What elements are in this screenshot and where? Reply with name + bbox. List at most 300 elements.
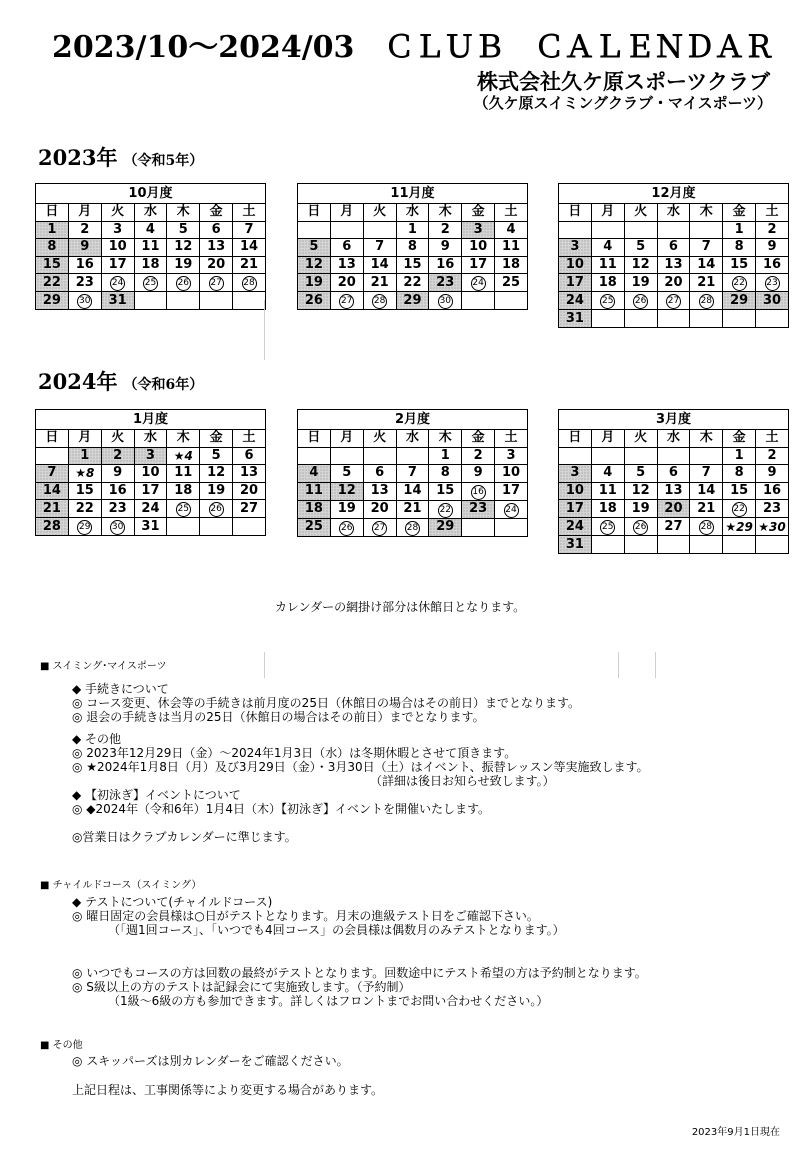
- weekday-header: 金: [200, 204, 233, 222]
- day-cell: 20: [363, 500, 396, 518]
- closed-day-cell: 4: [298, 465, 331, 483]
- closed-day-cell: 26: [298, 292, 331, 310]
- circled-date: 24: [504, 503, 519, 518]
- circled-date: 22: [732, 502, 747, 517]
- calendar-week-row: [298, 221, 528, 239]
- test-day-cell: [101, 518, 134, 536]
- empty-day-cell: [591, 447, 624, 465]
- swim-line: ◎ コース変更、休会等の手続きは前月度の25日（休館日の場合はその前日）までとなります。: [72, 696, 580, 710]
- weekday-header: 月: [591, 430, 624, 448]
- day-cell: 24: [134, 500, 167, 518]
- closed-day-cell: 19: [298, 274, 331, 292]
- weekday-header: 金: [200, 430, 233, 448]
- event-day-cell: ★30: [756, 518, 789, 536]
- day-cell: 11: [591, 482, 624, 500]
- calendar-week-row: [559, 239, 789, 257]
- weekday-header: 日: [559, 430, 592, 448]
- circled-date: 22: [438, 503, 453, 518]
- day-cell: 10: [134, 465, 167, 483]
- circled-date: 16: [471, 485, 486, 500]
- day-cell: 5: [624, 239, 657, 257]
- test-day-cell: [462, 482, 495, 500]
- day-cell: 17: [495, 482, 528, 500]
- closed-day-cell: 7: [36, 465, 69, 483]
- weekday-header: 火: [363, 204, 396, 222]
- calendar-week-row: [36, 518, 266, 536]
- empty-day-cell: [495, 518, 528, 536]
- day-cell: 2: [429, 221, 462, 239]
- weekday-header: 水: [396, 204, 429, 222]
- day-cell: 6: [200, 221, 233, 239]
- weekday-header: 水: [657, 204, 690, 222]
- day-cell: 6: [657, 465, 690, 483]
- day-cell: 11: [495, 239, 528, 257]
- calendar-week-row: [298, 239, 528, 257]
- day-cell: 10: [101, 239, 134, 257]
- day-cell: 14: [690, 256, 723, 274]
- closed-day-cell: 29: [723, 292, 756, 310]
- year-label: 2023年: [38, 145, 118, 170]
- day-cell: 18: [167, 482, 200, 500]
- day-cell: 16: [429, 256, 462, 274]
- legend-note: カレンダーの網掛け部分は休館日となります。: [274, 600, 526, 614]
- closed-day-cell: 14: [36, 482, 69, 500]
- circled-date: 25: [600, 294, 615, 309]
- test-day-cell: [429, 292, 462, 310]
- test-day-cell: [396, 518, 429, 536]
- day-cell: 16: [756, 256, 789, 274]
- weekday-header: 月: [68, 430, 101, 448]
- day-cell: 10: [462, 239, 495, 257]
- child-line: ◎ 曜日固定の会員様は○日がテストとなります。月末の進級テスト日をご確認下さい。: [72, 909, 539, 923]
- weekday-header: 木: [429, 204, 462, 222]
- event-day-cell: ★8: [68, 465, 101, 483]
- calendar-week-row: [559, 518, 789, 536]
- calendar-week-row: [298, 518, 528, 536]
- closed-day-cell: 1: [68, 447, 101, 465]
- closed-day-cell: 3: [559, 239, 592, 257]
- day-cell: 20: [200, 256, 233, 274]
- empty-day-cell: [200, 518, 233, 536]
- empty-day-cell: [690, 536, 723, 554]
- day-cell: 19: [330, 500, 363, 518]
- swim-line: ◆ その他: [72, 732, 122, 746]
- circled-date: 23: [765, 276, 780, 291]
- circled-date: 27: [666, 294, 681, 309]
- section-heading-swim: ■ スイミング･マイスポーツ: [40, 661, 167, 672]
- day-cell: 1: [396, 221, 429, 239]
- year-heading-2024: [38, 366, 203, 396]
- calendar-week-row: [559, 310, 789, 328]
- calendar-week-row: [36, 221, 266, 239]
- calendar-week-row: [559, 536, 789, 554]
- calendar-week-row: [298, 256, 528, 274]
- day-cell: 15: [723, 256, 756, 274]
- weekday-header: 水: [134, 204, 167, 222]
- day-cell: 15: [396, 256, 429, 274]
- weekday-header: 木: [690, 204, 723, 222]
- weekday-header: 日: [298, 430, 331, 448]
- year-heading-2023: [38, 142, 203, 172]
- day-cell: 20: [330, 274, 363, 292]
- closed-day-cell: 8: [36, 239, 69, 257]
- day-cell: 19: [624, 274, 657, 292]
- test-day-cell: [68, 518, 101, 536]
- child-line: ◎ S級以上の方のテストは記録会にて実施致します。（予約制）: [72, 980, 411, 994]
- day-cell: 17: [101, 256, 134, 274]
- circled-date: 28: [242, 276, 257, 291]
- weekday-header: 火: [624, 204, 657, 222]
- calendar-week-row: [559, 292, 789, 310]
- divider: [655, 652, 656, 678]
- weekday-header: 土: [756, 204, 789, 222]
- circled-date: 28: [405, 521, 420, 536]
- child-line: （「週1回コース」、「いつでも4回コース」の会員様は偶数月のみテストとなります。）: [108, 923, 565, 937]
- calendar-week-row: [298, 500, 528, 518]
- empty-day-cell: [756, 536, 789, 554]
- calendar-week-row: [559, 447, 789, 465]
- day-cell: 1: [429, 447, 462, 465]
- day-cell: 13: [657, 256, 690, 274]
- day-cell: 21: [363, 274, 396, 292]
- day-cell: 21: [690, 500, 723, 518]
- day-cell: 2: [68, 221, 101, 239]
- calendar-november: [297, 183, 528, 310]
- empty-day-cell: [690, 310, 723, 328]
- weekday-header: 日: [36, 430, 69, 448]
- day-cell: 7: [233, 221, 266, 239]
- calendar-week-row: [36, 482, 266, 500]
- circled-date: 30: [438, 294, 453, 309]
- empty-day-cell: [396, 447, 429, 465]
- weekday-header: 月: [591, 204, 624, 222]
- day-cell: 17: [134, 482, 167, 500]
- day-cell: 7: [396, 465, 429, 483]
- weekday-header: 水: [657, 430, 690, 448]
- calendar-week-row: [559, 465, 789, 483]
- event-day-cell: ★4: [167, 447, 200, 465]
- empty-day-cell: [167, 292, 200, 310]
- day-cell: 14: [363, 256, 396, 274]
- closed-day-cell: 17: [559, 500, 592, 518]
- day-cell: 1: [723, 221, 756, 239]
- empty-day-cell: [167, 518, 200, 536]
- day-cell: 4: [134, 221, 167, 239]
- test-day-cell: [200, 274, 233, 292]
- closed-day-cell: 3: [134, 447, 167, 465]
- empty-day-cell: [298, 447, 331, 465]
- closed-day-cell: 23: [462, 500, 495, 518]
- day-cell: 23: [101, 500, 134, 518]
- month-title: 3月度: [559, 410, 789, 430]
- calendar-week-row: [36, 292, 266, 310]
- day-cell: 21: [690, 274, 723, 292]
- empty-day-cell: [134, 292, 167, 310]
- closed-day-cell: 1: [36, 221, 69, 239]
- calendar-week-row: [559, 274, 789, 292]
- weekday-header: 水: [134, 430, 167, 448]
- day-cell: 4: [495, 221, 528, 239]
- test-day-cell: [233, 274, 266, 292]
- empty-day-cell: [462, 292, 495, 310]
- weekday-header: 土: [233, 430, 266, 448]
- calendar-week-row: [36, 465, 266, 483]
- test-day-cell: [462, 274, 495, 292]
- day-cell: 13: [233, 465, 266, 483]
- era-label: （令和6年）: [123, 377, 204, 393]
- day-cell: 7: [690, 239, 723, 257]
- weekday-header: 月: [330, 430, 363, 448]
- day-cell: 7: [690, 465, 723, 483]
- child-line: （1級～6級の方も参加できます。詳しくはフロントまでお問い合わせください。）: [108, 994, 549, 1008]
- calendar-week-row: [36, 274, 266, 292]
- circled-date: 22: [732, 276, 747, 291]
- circled-date: 26: [633, 294, 648, 309]
- day-cell: 14: [233, 239, 266, 257]
- weekday-header: 火: [101, 204, 134, 222]
- closed-day-cell: 24: [559, 518, 592, 536]
- weekday-header: 日: [559, 204, 592, 222]
- day-cell: 6: [233, 447, 266, 465]
- circled-date: 27: [372, 521, 387, 536]
- test-day-cell: [134, 274, 167, 292]
- empty-day-cell: [462, 518, 495, 536]
- test-day-cell: [624, 518, 657, 536]
- empty-day-cell: [657, 536, 690, 554]
- closed-day-cell: 20: [657, 500, 690, 518]
- closed-day-cell: 11: [298, 482, 331, 500]
- test-day-cell: [167, 274, 200, 292]
- day-cell: 4: [591, 465, 624, 483]
- closed-day-cell: 22: [36, 274, 69, 292]
- other-line: ◎ スキッパーズは別カレンダーをご確認ください。: [72, 1054, 349, 1068]
- day-cell: 10: [495, 465, 528, 483]
- main-title: 2023/10～2024/03 ＣＬＵＢ ＣＡＬＥＮＤＡＲ: [52, 30, 775, 65]
- calendar-october: [35, 183, 266, 310]
- empty-day-cell: [723, 310, 756, 328]
- test-day-cell: [756, 274, 789, 292]
- divider: [264, 652, 265, 678]
- closed-day-cell: 31: [559, 310, 592, 328]
- day-cell: 12: [624, 256, 657, 274]
- test-day-cell: [68, 292, 101, 310]
- test-day-cell: [363, 518, 396, 536]
- day-cell: 27: [657, 518, 690, 536]
- swim-line: ◎ ◆2024年（令和6年）1月4日（木）【初泳ぎ】イベントを開催いたします。: [72, 802, 490, 816]
- day-cell: 13: [657, 482, 690, 500]
- weekday-header: 金: [723, 430, 756, 448]
- day-cell: 18: [591, 274, 624, 292]
- day-cell: 18: [495, 256, 528, 274]
- day-cell: 9: [462, 465, 495, 483]
- weekday-header: 木: [429, 430, 462, 448]
- circled-date: 26: [633, 520, 648, 535]
- empty-day-cell: [233, 518, 266, 536]
- empty-day-cell: [624, 310, 657, 328]
- month-title: 10月度: [36, 184, 266, 204]
- section-heading-child: ■ チャイルドコース（スイミング）: [40, 880, 202, 891]
- test-day-cell: [200, 500, 233, 518]
- day-cell: 11: [134, 239, 167, 257]
- day-cell: 5: [167, 221, 200, 239]
- day-cell: 20: [657, 274, 690, 292]
- weekday-header: 火: [624, 430, 657, 448]
- weekday-header: 木: [167, 430, 200, 448]
- day-cell: 25: [495, 274, 528, 292]
- closed-day-cell: 10: [559, 482, 592, 500]
- calendar-december: [558, 183, 789, 328]
- empty-day-cell: [559, 221, 592, 239]
- circled-date: 26: [339, 521, 354, 536]
- weekday-header: 土: [495, 204, 528, 222]
- circled-date: 27: [209, 276, 224, 291]
- calendar-january: [35, 409, 266, 536]
- day-cell: 16: [756, 482, 789, 500]
- closed-day-cell: 3: [559, 465, 592, 483]
- swim-line: ◎ ★2024年1月8日（月）及び3月29日（金）・3月30日（土）はイベント、振替レッスン等実施致します。: [72, 760, 649, 774]
- calendar-february: [297, 409, 528, 537]
- empty-day-cell: [559, 447, 592, 465]
- closed-day-cell: 21: [36, 500, 69, 518]
- day-cell: 27: [233, 500, 266, 518]
- day-cell: 1: [723, 447, 756, 465]
- divider: [264, 300, 265, 360]
- empty-day-cell: [233, 292, 266, 310]
- circled-date: 24: [110, 276, 125, 291]
- calendar-week-row: [559, 500, 789, 518]
- calendar-week-row: [36, 256, 266, 274]
- empty-day-cell: [657, 221, 690, 239]
- day-cell: 12: [167, 239, 200, 257]
- empty-day-cell: [330, 221, 363, 239]
- month-title: 11月度: [298, 184, 528, 204]
- weekday-header: 日: [36, 204, 69, 222]
- swim-line: （詳細は後日お知らせ致します。）: [370, 774, 555, 788]
- day-cell: 18: [134, 256, 167, 274]
- day-cell: 19: [200, 482, 233, 500]
- circled-date: 30: [77, 294, 92, 309]
- day-cell: 21: [396, 500, 429, 518]
- test-day-cell: [591, 292, 624, 310]
- empty-day-cell: [591, 221, 624, 239]
- day-cell: 13: [330, 256, 363, 274]
- closed-day-cell: 12: [330, 482, 363, 500]
- closed-day-cell: 29: [429, 518, 462, 536]
- closed-day-cell: 5: [298, 239, 331, 257]
- day-cell: 8: [429, 465, 462, 483]
- day-cell: 16: [101, 482, 134, 500]
- calendar-week-row: [298, 274, 528, 292]
- weekday-header: 月: [68, 204, 101, 222]
- weekday-header: 金: [723, 204, 756, 222]
- weekday-header: 月: [330, 204, 363, 222]
- day-cell: 2: [756, 447, 789, 465]
- day-cell: 23: [68, 274, 101, 292]
- closed-day-cell: 12: [298, 256, 331, 274]
- weekday-header: 土: [495, 430, 528, 448]
- day-cell: 2: [462, 447, 495, 465]
- day-cell: 19: [624, 500, 657, 518]
- circled-date: 28: [699, 294, 714, 309]
- empty-day-cell: [624, 221, 657, 239]
- day-cell: 8: [396, 239, 429, 257]
- closed-day-cell: 28: [36, 518, 69, 536]
- day-cell: 5: [624, 465, 657, 483]
- day-cell: 6: [363, 465, 396, 483]
- day-cell: 11: [591, 256, 624, 274]
- day-cell: 8: [723, 239, 756, 257]
- closed-day-cell: 24: [559, 292, 592, 310]
- circled-date: 25: [143, 276, 158, 291]
- swim-line: ◎ 2023年12月29日（金）～2024年1月3日（水）は冬期休暇とさせて頂きます。: [72, 746, 517, 760]
- day-cell: 6: [657, 239, 690, 257]
- circled-date: 24: [471, 276, 486, 291]
- day-cell: 3: [495, 447, 528, 465]
- weekday-header: 金: [462, 430, 495, 448]
- closed-day-cell: 10: [559, 256, 592, 274]
- section-heading-other: ■ その他: [40, 1040, 83, 1051]
- day-cell: 21: [233, 256, 266, 274]
- weekday-header: 火: [363, 430, 396, 448]
- company-name: 株式会社久ケ原スポーツクラブ: [477, 70, 770, 94]
- day-cell: 19: [167, 256, 200, 274]
- weekday-header: 水: [396, 430, 429, 448]
- day-cell: 20: [233, 482, 266, 500]
- empty-day-cell: [690, 221, 723, 239]
- event-day-cell: ★29: [723, 518, 756, 536]
- test-day-cell: [330, 292, 363, 310]
- weekday-header: 火: [101, 430, 134, 448]
- closed-day-cell: 15: [36, 256, 69, 274]
- child-line: ◎ いつでもコースの方は回数の最終がテストとなります。回数途中にテスト希望の方は予約制となります。: [72, 966, 647, 980]
- day-cell: 17: [462, 256, 495, 274]
- weekday-header: 木: [167, 204, 200, 222]
- calendar-week-row: [36, 239, 266, 257]
- closed-day-cell: 30: [756, 292, 789, 310]
- calendar-week-row: [298, 465, 528, 483]
- calendar-week-row: [298, 482, 528, 500]
- test-day-cell: [657, 292, 690, 310]
- day-cell: 9: [429, 239, 462, 257]
- day-cell: 13: [363, 482, 396, 500]
- calendar-week-row: [559, 221, 789, 239]
- company-subtitle: （久ケ原スイミングクラブ・マイスポーツ）: [473, 94, 772, 112]
- day-cell: 16: [68, 256, 101, 274]
- circled-date: 26: [209, 502, 224, 517]
- weekday-header: 金: [462, 204, 495, 222]
- circled-date: 29: [77, 520, 92, 535]
- test-day-cell: [723, 274, 756, 292]
- day-cell: 5: [330, 465, 363, 483]
- weekday-header: 土: [233, 204, 266, 222]
- test-day-cell: [723, 500, 756, 518]
- day-cell: 4: [591, 239, 624, 257]
- calendar-week-row: [298, 447, 528, 465]
- day-cell: 11: [167, 465, 200, 483]
- day-cell: 12: [200, 465, 233, 483]
- month-title: 1月度: [36, 410, 266, 430]
- closed-day-cell: 3: [462, 221, 495, 239]
- empty-day-cell: [624, 447, 657, 465]
- calendar-week-row: [298, 292, 528, 310]
- day-cell: 6: [330, 239, 363, 257]
- day-cell: 5: [200, 447, 233, 465]
- day-cell: 9: [101, 465, 134, 483]
- day-cell: 18: [591, 500, 624, 518]
- circled-date: 30: [110, 520, 125, 535]
- day-cell: 22: [68, 500, 101, 518]
- child-line: ◆ テストについて(チャイルドコース): [72, 895, 273, 909]
